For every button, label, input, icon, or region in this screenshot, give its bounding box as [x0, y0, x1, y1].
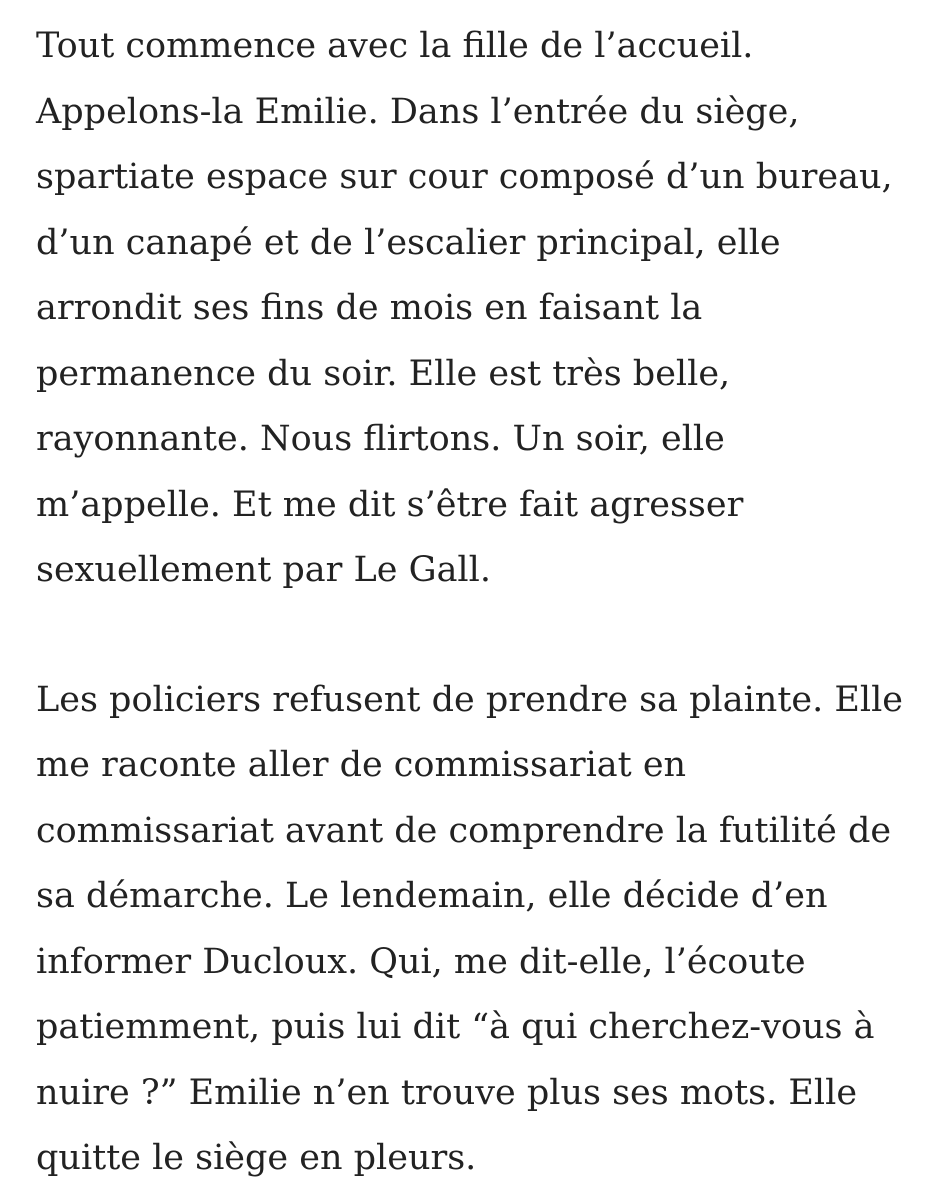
text-line: informer Ducloux. Qui, me dit-elle, l’écoute — [36, 941, 806, 982]
text-line: d’un canapé et de l’escalier principal, elle — [36, 222, 781, 263]
text-line: me raconte aller de commissariat en — [36, 745, 687, 785]
text-line: Appelons-la Emilie. Dans l’entrée du siège, — [36, 91, 800, 132]
text-line: Tout commence avec la fille de l’accueil. — [36, 26, 754, 66]
paragraph-2 — [36, 668, 916, 1192]
text-line: sa démarche. Le lendemain, elle décide d’en — [36, 876, 828, 916]
text-line: sexuellement par Le Gall. — [36, 550, 491, 590]
text-line: arrondit ses fins de mois en faisant la — [36, 288, 703, 328]
text-line: m’appelle. Et me dit s’être fait agresser — [36, 484, 744, 525]
text-line: nuire ?” Emilie n’en trouve plus ses mots. Elle — [36, 1072, 858, 1113]
paragraph-1 — [36, 14, 916, 604]
text-line: rayonnante. Nous flirtons. Un soir, elle — [36, 419, 725, 459]
text-line: Les policiers refusent de prendre sa plainte. Elle — [36, 679, 904, 720]
text-line: quitte le siège en pleurs. — [36, 1138, 477, 1178]
text-line: permanence du soir. Elle est très belle, — [36, 353, 731, 394]
text-line: commissariat avant de comprendre la futilité de — [36, 810, 892, 851]
text-line: spartiate espace sur cour composé d’un bureau, — [36, 157, 893, 197]
text-line: patiemment, puis lui dit “à qui cherchez-vous à — [36, 1007, 875, 1047]
article-body — [36, 14, 916, 1192]
